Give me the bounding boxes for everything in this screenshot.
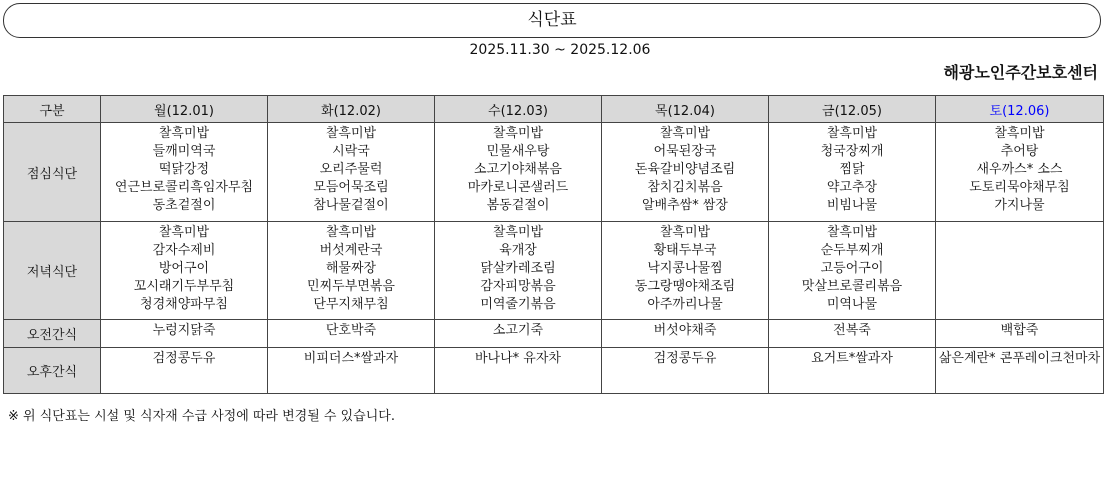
header-row xyxy=(4,96,1104,123)
menu-item: 감자피망볶음 xyxy=(480,279,556,294)
lunch-cell-sat xyxy=(936,123,1104,222)
menu-item: 감자수제비 xyxy=(152,243,216,258)
row-label-lunch: 점심식단 xyxy=(4,123,101,222)
menu-item: 비피더스*쌀과자 xyxy=(303,351,399,366)
afternoon-snack-cell-wed xyxy=(435,348,602,394)
menu-item: 청경채양파무침 xyxy=(140,297,228,312)
day-header-wed: 수(12.03) xyxy=(435,96,602,123)
menu-item: 추어탕 xyxy=(1000,144,1039,159)
menu-item: 동초겉절이 xyxy=(152,198,216,213)
menu-item: 참나물겉절이 xyxy=(313,198,389,213)
menu-item: 방어구이 xyxy=(158,261,210,276)
morning-snack-cell-tue xyxy=(268,320,435,348)
menu-item: 소고기죽 xyxy=(492,323,544,338)
menu-item: 닭살카레조림 xyxy=(480,261,556,276)
menu-item: 검정콩두유 xyxy=(152,351,216,366)
center-name: 해광노인주간보호센터 xyxy=(943,63,1098,82)
menu-item: 황태두부국 xyxy=(653,243,717,258)
dinner-cell-mon xyxy=(101,222,268,320)
menu-item: 떡닭강정 xyxy=(158,162,210,177)
dinner-cell-wed xyxy=(435,222,602,320)
menu-item: 미역줄기볶음 xyxy=(480,297,556,312)
menu-item: 육개장 xyxy=(499,243,537,258)
menu-item: 꼬시래기두부무침 xyxy=(133,279,235,294)
menu-item: 찰흑미밥 xyxy=(659,225,711,240)
menu-item: 알배추쌈* 쌈장 xyxy=(642,198,728,213)
menu-item: 찰흑미밥 xyxy=(492,225,544,240)
menu-item: 봄동겉절이 xyxy=(486,198,550,213)
dinner-cell-fri xyxy=(769,222,936,320)
menu-item: 고등어구이 xyxy=(820,261,884,276)
menu-item: 찰흑미밥 xyxy=(826,126,878,141)
lunch-cell-thu xyxy=(602,123,769,222)
afternoon-snack-row xyxy=(4,348,1104,394)
afternoon-snack-cell-mon xyxy=(101,348,268,394)
afternoon-snack-cell-fri xyxy=(769,348,936,394)
menu-item: 돈육갈비양념조림 xyxy=(634,162,736,177)
menu-item: 낙지콩나물찜 xyxy=(647,261,723,276)
lunch-row xyxy=(4,123,1104,222)
menu-item: 찰흑미밥 xyxy=(325,126,377,141)
menu-item: 바나나* 유자차 xyxy=(475,351,561,366)
menu-item: 민물새우탕 xyxy=(486,144,550,159)
menu-item: 맛살브로콜리볶음 xyxy=(801,279,903,294)
menu-item: 들깨미역국 xyxy=(152,144,216,159)
morning-snack-row xyxy=(4,320,1104,348)
afternoon-snack-cell-sat xyxy=(936,348,1104,394)
menu-item: 참치김치볶음 xyxy=(647,180,723,195)
menu-item: 연근브로콜리흑임자무침 xyxy=(114,180,254,195)
menu-item: 버섯야채죽 xyxy=(653,323,717,338)
menu-item: 단호박죽 xyxy=(325,323,377,338)
menu-item: 찰흑미밥 xyxy=(659,126,711,141)
afternoon-snack-cell-tue xyxy=(268,348,435,394)
day-header-thu: 목(12.04) xyxy=(602,96,769,123)
menu-item: 누렁지닭죽 xyxy=(152,323,216,338)
date-range: 2025.11.30 ~ 2025.12.06 xyxy=(469,42,651,58)
page-title: 식단표 xyxy=(3,3,1101,38)
menu-item: 해물짜장 xyxy=(325,261,377,276)
menu-item: 요거트*쌀과자 xyxy=(811,351,893,366)
row-label-afternoon-snack: 오후간식 xyxy=(4,348,101,394)
menu-item: 동그랑땡야채조림 xyxy=(634,279,736,294)
menu-item: 전복죽 xyxy=(833,323,871,338)
menu-item: 단무지채무침 xyxy=(313,297,389,312)
morning-snack-cell-fri xyxy=(769,320,936,348)
menu-item: 비빔나물 xyxy=(826,198,878,213)
menu-item: 검정콩두유 xyxy=(653,351,717,366)
row-label-dinner: 저녁식단 xyxy=(4,222,101,320)
menu-item: 가지나물 xyxy=(994,198,1045,213)
menu-item: 아주까리나물 xyxy=(647,297,723,312)
corner-header: 구분 xyxy=(4,96,101,123)
day-header-tue: 화(12.02) xyxy=(268,96,435,123)
dinner-row xyxy=(4,222,1104,320)
day-header-fri: 금(12.05) xyxy=(769,96,936,123)
menu-item: 찰흑미밥 xyxy=(158,225,210,240)
morning-snack-cell-mon xyxy=(101,320,268,348)
menu-item: 삶은계란* 콘푸레이크천마차 xyxy=(938,351,1101,366)
lunch-cell-mon xyxy=(101,123,268,222)
menu-item: 찰흑미밥 xyxy=(492,126,544,141)
menu-item: 찰흑미밥 xyxy=(994,126,1045,141)
menu-item: 찰흑미밥 xyxy=(826,225,878,240)
menu-item: 새우까스* 소스 xyxy=(976,162,1063,177)
menu-item: 소고기야채볶음 xyxy=(474,162,562,177)
day-header-mon: 월(12.01) xyxy=(101,96,268,123)
dinner-cell-sat xyxy=(936,222,1104,320)
row-label-morning-snack: 오전간식 xyxy=(4,320,101,348)
lunch-cell-wed xyxy=(435,123,602,222)
menu-item: 어묵된장국 xyxy=(653,144,717,159)
menu-item: 시락국 xyxy=(332,144,370,159)
morning-snack-cell-thu xyxy=(602,320,769,348)
menu-item: 마카로니콘샐러드 xyxy=(467,180,569,195)
dinner-cell-thu xyxy=(602,222,769,320)
menu-item: 민찌두부면볶음 xyxy=(307,279,395,294)
dinner-cell-tue xyxy=(268,222,435,320)
morning-snack-cell-wed xyxy=(435,320,602,348)
lunch-cell-fri xyxy=(769,123,936,222)
menu-item: 청국장찌개 xyxy=(820,144,884,159)
afternoon-snack-cell-thu xyxy=(602,348,769,394)
menu-item: 오리주물럭 xyxy=(319,162,383,177)
menu-item: 찰흑미밥 xyxy=(158,126,210,141)
menu-item: 백합죽 xyxy=(1000,323,1039,338)
footnote: ※ 위 식단표는 시설 및 식자재 수급 사정에 따라 변경될 수 있습니다. xyxy=(8,409,395,424)
meal-plan-table xyxy=(3,95,1104,394)
morning-snack-cell-sat xyxy=(936,320,1104,348)
day-header-sat: 토(12.06) xyxy=(936,96,1104,123)
menu-item: 모듬어묵조림 xyxy=(313,180,389,195)
menu-item: 찜닭 xyxy=(839,162,865,177)
menu-item: 버섯계란국 xyxy=(319,243,383,258)
menu-item: 미역나물 xyxy=(826,297,878,312)
menu-item: 약고추장 xyxy=(826,180,878,195)
menu-item: 찰흑미밥 xyxy=(325,225,377,240)
menu-item: 도토리묵야채무침 xyxy=(969,180,1070,195)
lunch-cell-tue xyxy=(268,123,435,222)
menu-item: 순두부찌개 xyxy=(820,243,884,258)
